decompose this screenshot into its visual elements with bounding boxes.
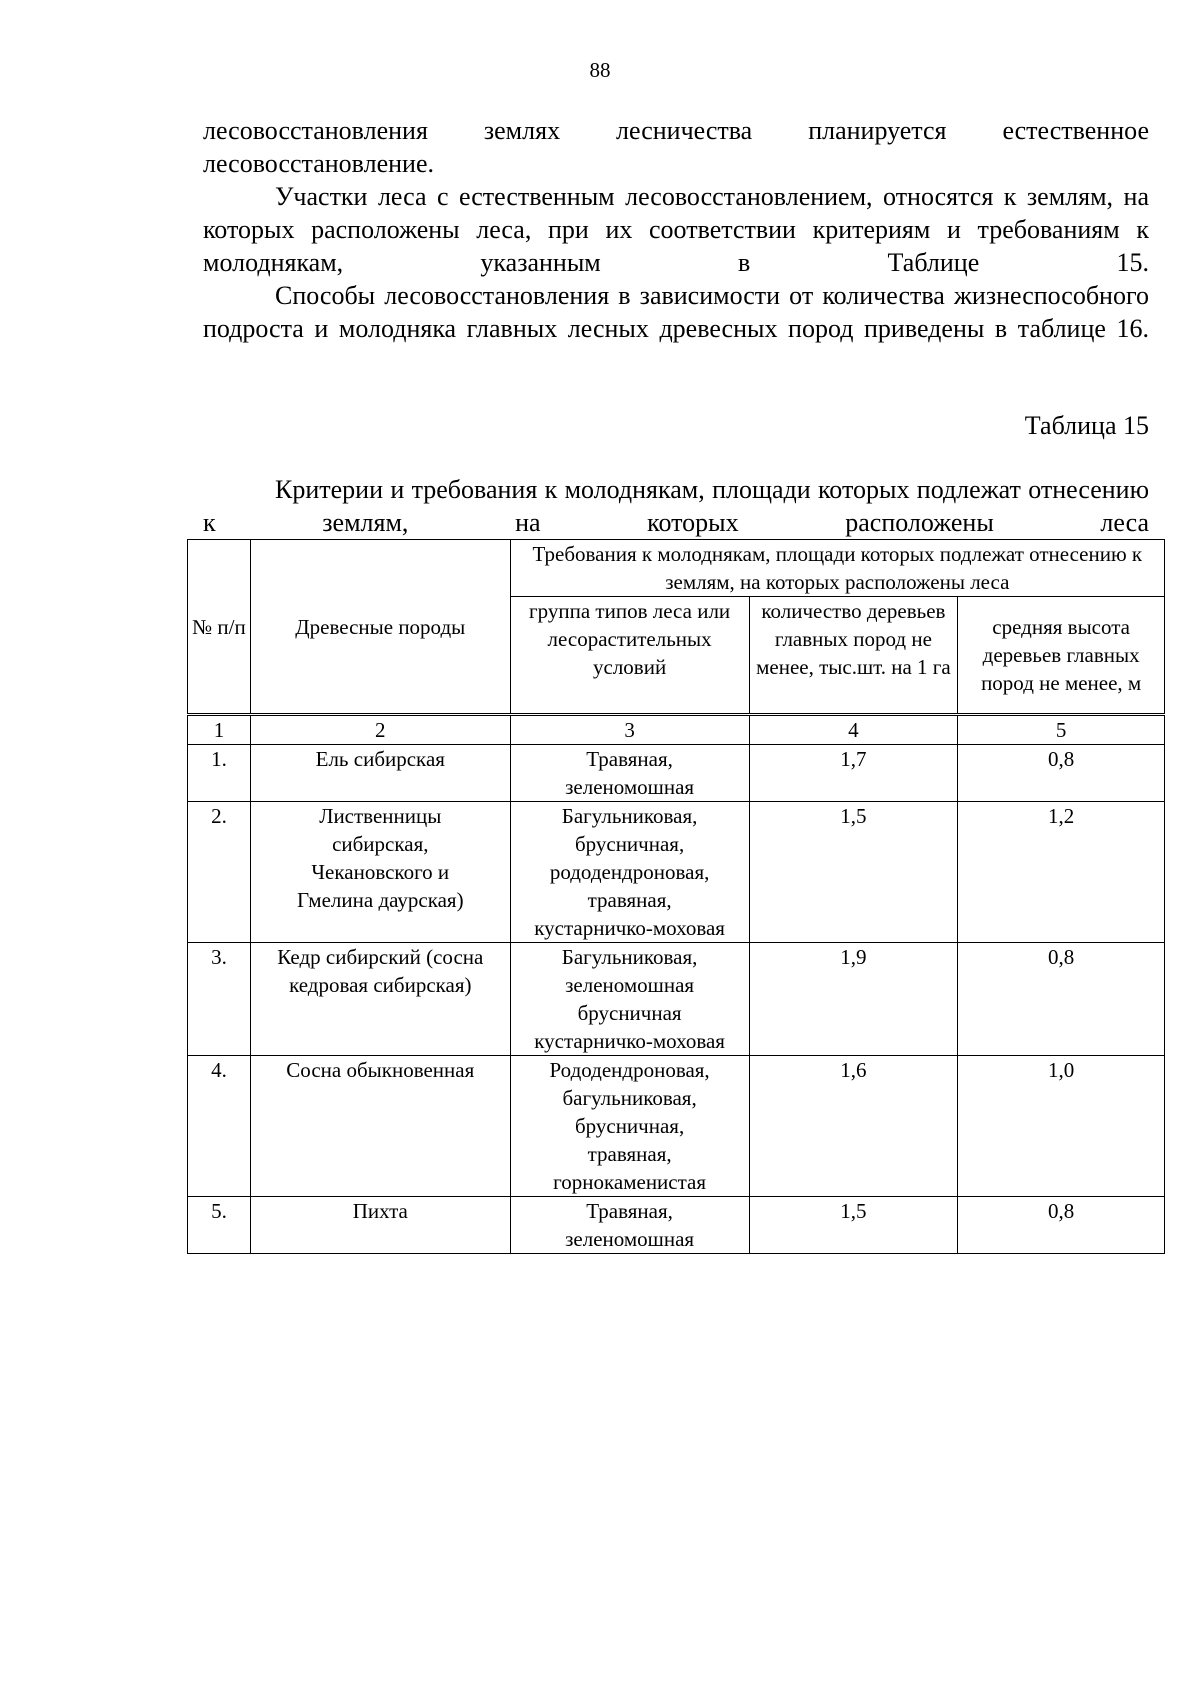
table-row <box>188 802 1165 943</box>
header-num: № п/п <box>188 540 251 715</box>
row-species: Лиственницы сибирская, Чекановского и Гмелина даурская) <box>250 802 510 943</box>
column-number: 3 <box>510 715 749 745</box>
row-species: Ель сибирская <box>250 745 510 802</box>
row-species: Кедр сибирский (сосна кедровая сибирская) <box>250 943 510 1056</box>
row-num: 2. <box>188 802 251 943</box>
word: планируется <box>808 116 947 145</box>
word: естественное <box>1002 116 1149 145</box>
paragraph-2: Участки леса с естественным лесовосстановлением, относятся к землям, на которых расположены леса, при их соответствии критериям и требованиям к молоднякам, указанным в Таблице 15. <box>203 182 1149 277</box>
row-forest-type: Багульниковая, зеленомошная брусничная кустарничко-моховая <box>510 943 749 1056</box>
row-tree-count: 1,6 <box>749 1056 958 1197</box>
column-number: 4 <box>749 715 958 745</box>
header-tree-count: количество деревьев главных пород не менее, тыс.шт. на 1 га <box>749 597 958 715</box>
row-forest-type: Травяная, зеленомошная <box>510 1197 749 1254</box>
column-number: 5 <box>958 715 1165 745</box>
header-requirements: Требования к молоднякам, площади которых подлежат отнесению к землям, на которых расположены леса <box>510 540 1164 597</box>
table-row <box>188 745 1165 802</box>
table-row <box>188 1197 1165 1254</box>
row-tree-count: 1,5 <box>749 1197 958 1254</box>
row-forest-type: Травяная, зеленомошная <box>510 745 749 802</box>
row-avg-height: 0,8 <box>958 1197 1165 1254</box>
row-num: 5. <box>188 1197 251 1254</box>
table-label: Таблица 15 <box>1024 411 1149 440</box>
row-avg-height: 0,8 <box>958 943 1165 1056</box>
column-number: 2 <box>250 715 510 745</box>
page-number: 88 <box>589 58 611 82</box>
paragraph-1-end: лесовосстановление. <box>203 149 434 178</box>
row-species: Пихта <box>250 1197 510 1254</box>
row-avg-height: 1,0 <box>958 1056 1165 1197</box>
header-avg-height: средняя высота деревьев главных пород не менее, м <box>958 597 1165 715</box>
row-num: 3. <box>188 943 251 1056</box>
criteria-table <box>187 539 1165 1254</box>
header-forest-type: группа типов леса или лесорастительных условий <box>510 597 749 715</box>
row-forest-type: Рододендроновая, багульниковая, брусничная, травяная, горнокаменистая <box>510 1056 749 1197</box>
row-tree-count: 1,5 <box>749 802 958 943</box>
row-species: Сосна обыкновенная <box>250 1056 510 1197</box>
column-number: 1 <box>188 715 251 745</box>
table-row <box>188 943 1165 1056</box>
row-tree-count: 1,9 <box>749 943 958 1056</box>
table-title: Критерии и требования к молоднякам, площади которых подлежат отнесению к землям, на которых расположены леса <box>203 475 1149 537</box>
word: землях <box>483 116 561 145</box>
row-avg-height: 0,8 <box>958 745 1165 802</box>
row-forest-type: Багульниковая, брусничная, рододендроновая, травяная, кустарничко-моховая <box>510 802 749 943</box>
header-species: Древесные породы <box>250 540 510 715</box>
word: лесовосстановления <box>203 116 428 145</box>
paragraph-3: Способы лесовосстановления в зависимости от количества жизнеспособного подроста и молодняка главных лесных древесных пород приведены в таблице 16. <box>203 281 1149 343</box>
row-num: 1. <box>188 745 251 802</box>
table-row <box>188 1056 1165 1197</box>
row-tree-count: 1,7 <box>749 745 958 802</box>
word: лесничества <box>616 116 753 145</box>
row-avg-height: 1,2 <box>958 802 1165 943</box>
row-num: 4. <box>188 1056 251 1197</box>
